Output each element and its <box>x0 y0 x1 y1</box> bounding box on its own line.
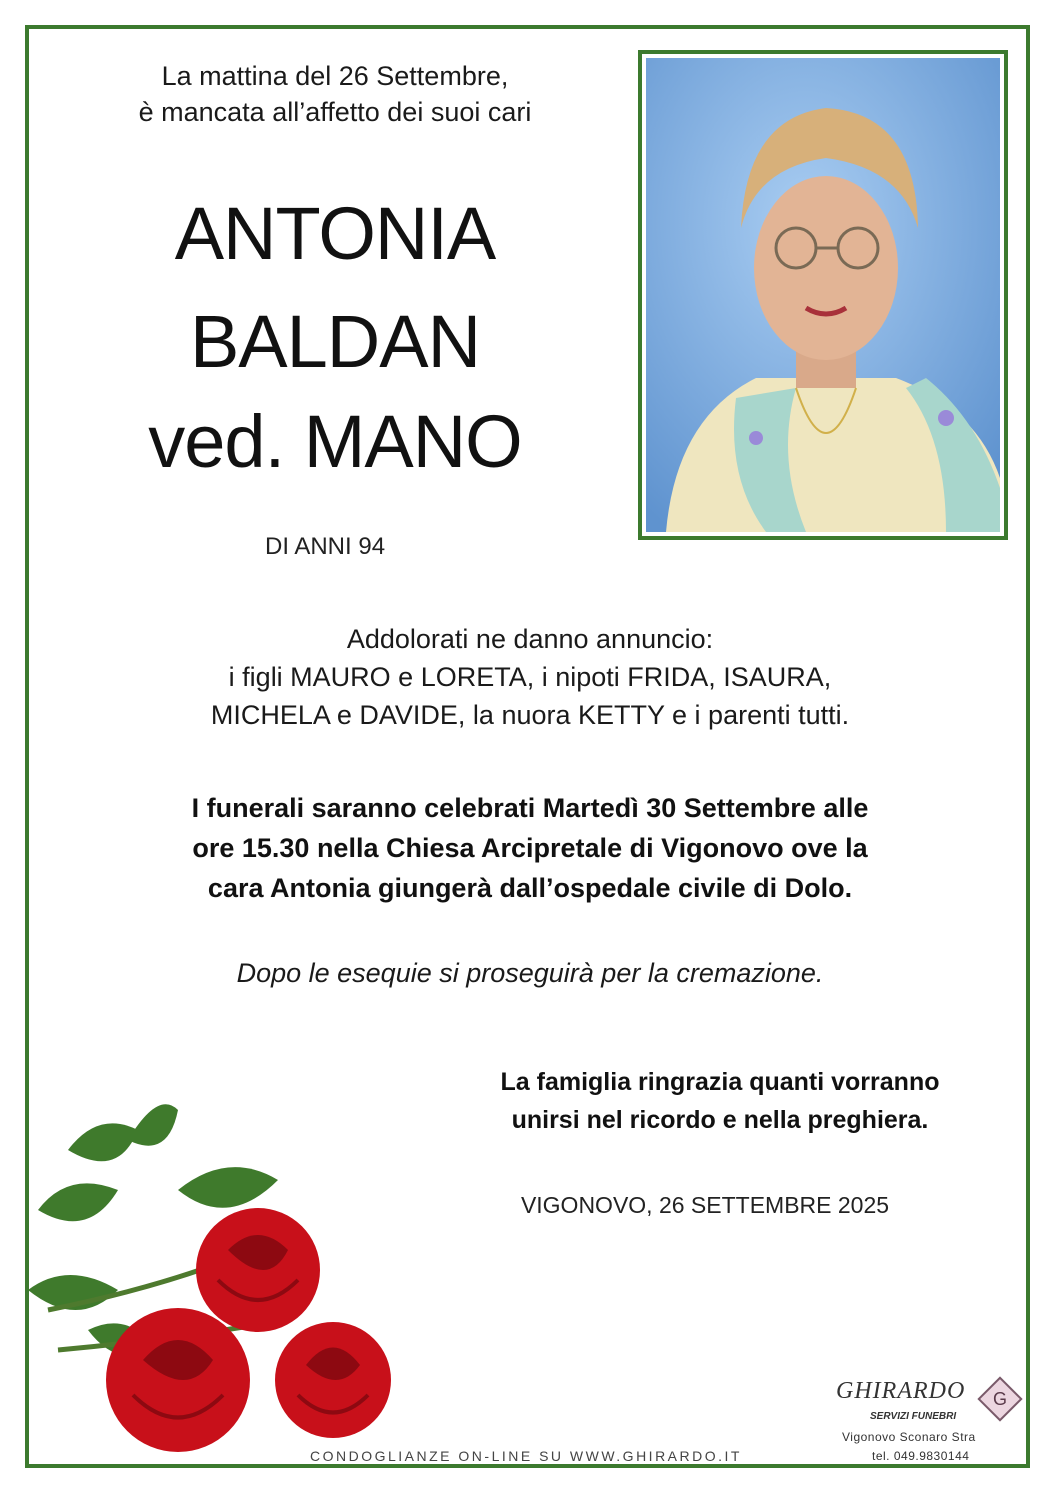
place-date: VIGONOVO, 26 SETTEMBRE 2025 <box>520 1192 890 1218</box>
intro-line: è mancata all’affetto dei suoi cari <box>138 97 532 127</box>
announcement <box>130 620 930 734</box>
thanks-line: La famiglia ringrazia quanti vorranno <box>500 1068 940 1096</box>
portrait-frame <box>638 50 1008 540</box>
logo-letter: G <box>992 1389 1008 1409</box>
thanks-line: unirsi nel ricordo e nella preghiera. <box>511 1106 929 1134</box>
first-name: ANTONIA <box>174 192 496 275</box>
roses-illustration <box>28 1090 408 1470</box>
diamond-g-logo-icon <box>975 1374 1025 1424</box>
funeral-home-address: Vigonovo Sconaro Stra <box>842 1430 976 1444</box>
thanks-note <box>430 1063 1010 1139</box>
announcement-line: MICHELA e DAVIDE, la nuora KETTY e i parenti tutti. <box>210 700 850 730</box>
funeral-line: ore 15.30 nella Chiesa Arcipretale di Vigonovo ove la <box>192 833 868 863</box>
condolences-link[interactable]: CONDOGLIANZE ON-LINE SU WWW.GHIRARDO.IT <box>310 1448 742 1464</box>
married-name: ved. MANO <box>148 400 522 483</box>
last-name: BALDAN <box>189 300 481 383</box>
portrait-photo <box>646 58 1000 532</box>
announcement-line: i figli MAURO e LORETA, i nipoti FRIDA, ISAURA, <box>228 662 832 692</box>
funeral-line: I funerali saranno celebrati Martedì 30 Settembre alle <box>191 793 869 823</box>
cremation-note: Dopo le esequie si proseguirà per la cremazione. <box>236 958 824 988</box>
funeral-line: cara Antonia giungerà dall’ospedale civile di Dolo. <box>207 873 853 903</box>
funeral-home-phone: tel. 049.9830144 <box>872 1449 970 1463</box>
funeral-details <box>110 788 950 908</box>
funeral-home-subtitle: SERVIZI FUNEBRI <box>870 1411 957 1422</box>
funeral-home-name: GHIRARDO <box>836 1378 966 1404</box>
intro-text <box>95 58 575 130</box>
age-text: DI ANNI 94 <box>265 533 386 560</box>
intro-line: La mattina del 26 Settembre, <box>161 61 509 91</box>
announcement-line: Addolorati ne danno annuncio: <box>346 624 714 654</box>
